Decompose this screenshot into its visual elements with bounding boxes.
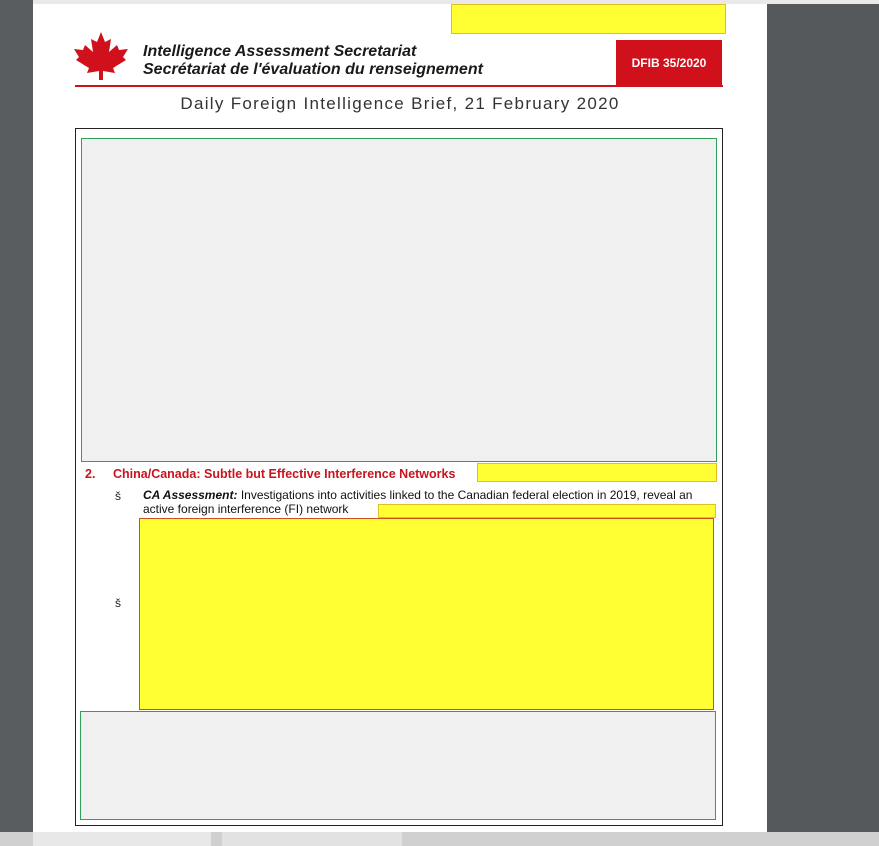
redaction-block-grey-bottom — [80, 711, 716, 820]
redaction-block-yellow-large — [139, 518, 714, 710]
org-name-french: Secrétariat de l'évaluation du renseignement — [143, 61, 483, 78]
redaction-block-grey-top — [81, 138, 717, 462]
viewer-left-gutter — [0, 0, 33, 832]
redaction-block-top — [451, 4, 726, 34]
redaction-heading-tail — [477, 463, 717, 482]
bullet-marker: š — [115, 489, 121, 503]
redaction-paragraph-tail — [378, 504, 716, 518]
brief-title: Daily Foreign Intelligence Brief, 21 February 2020 — [180, 94, 620, 113]
header-divider — [75, 85, 723, 87]
viewer-right-panel — [767, 4, 879, 832]
section-number: 2. — [85, 467, 96, 481]
document-id-badge: DFIB 35/2020 — [616, 40, 722, 86]
bottom-bar-segment — [33, 832, 211, 846]
document-page — [33, 4, 767, 832]
viewer-bottom-bar — [0, 832, 879, 846]
org-name-english: Intelligence Assessment Secretariat — [143, 43, 417, 60]
bullet-marker: š — [115, 596, 121, 610]
maple-leaf-icon — [74, 32, 128, 80]
section-heading — [85, 467, 455, 481]
section-title: China/Canada: Subtle but Effective Interference Networks — [113, 467, 456, 481]
assessment-text: Investigations into activities linked to the Canadian federal election in 2019, reveal an active foreign interference (FI) network — [143, 488, 693, 516]
assessment-label: CA Assessment: — [143, 488, 238, 502]
bottom-bar-segment — [222, 832, 402, 846]
